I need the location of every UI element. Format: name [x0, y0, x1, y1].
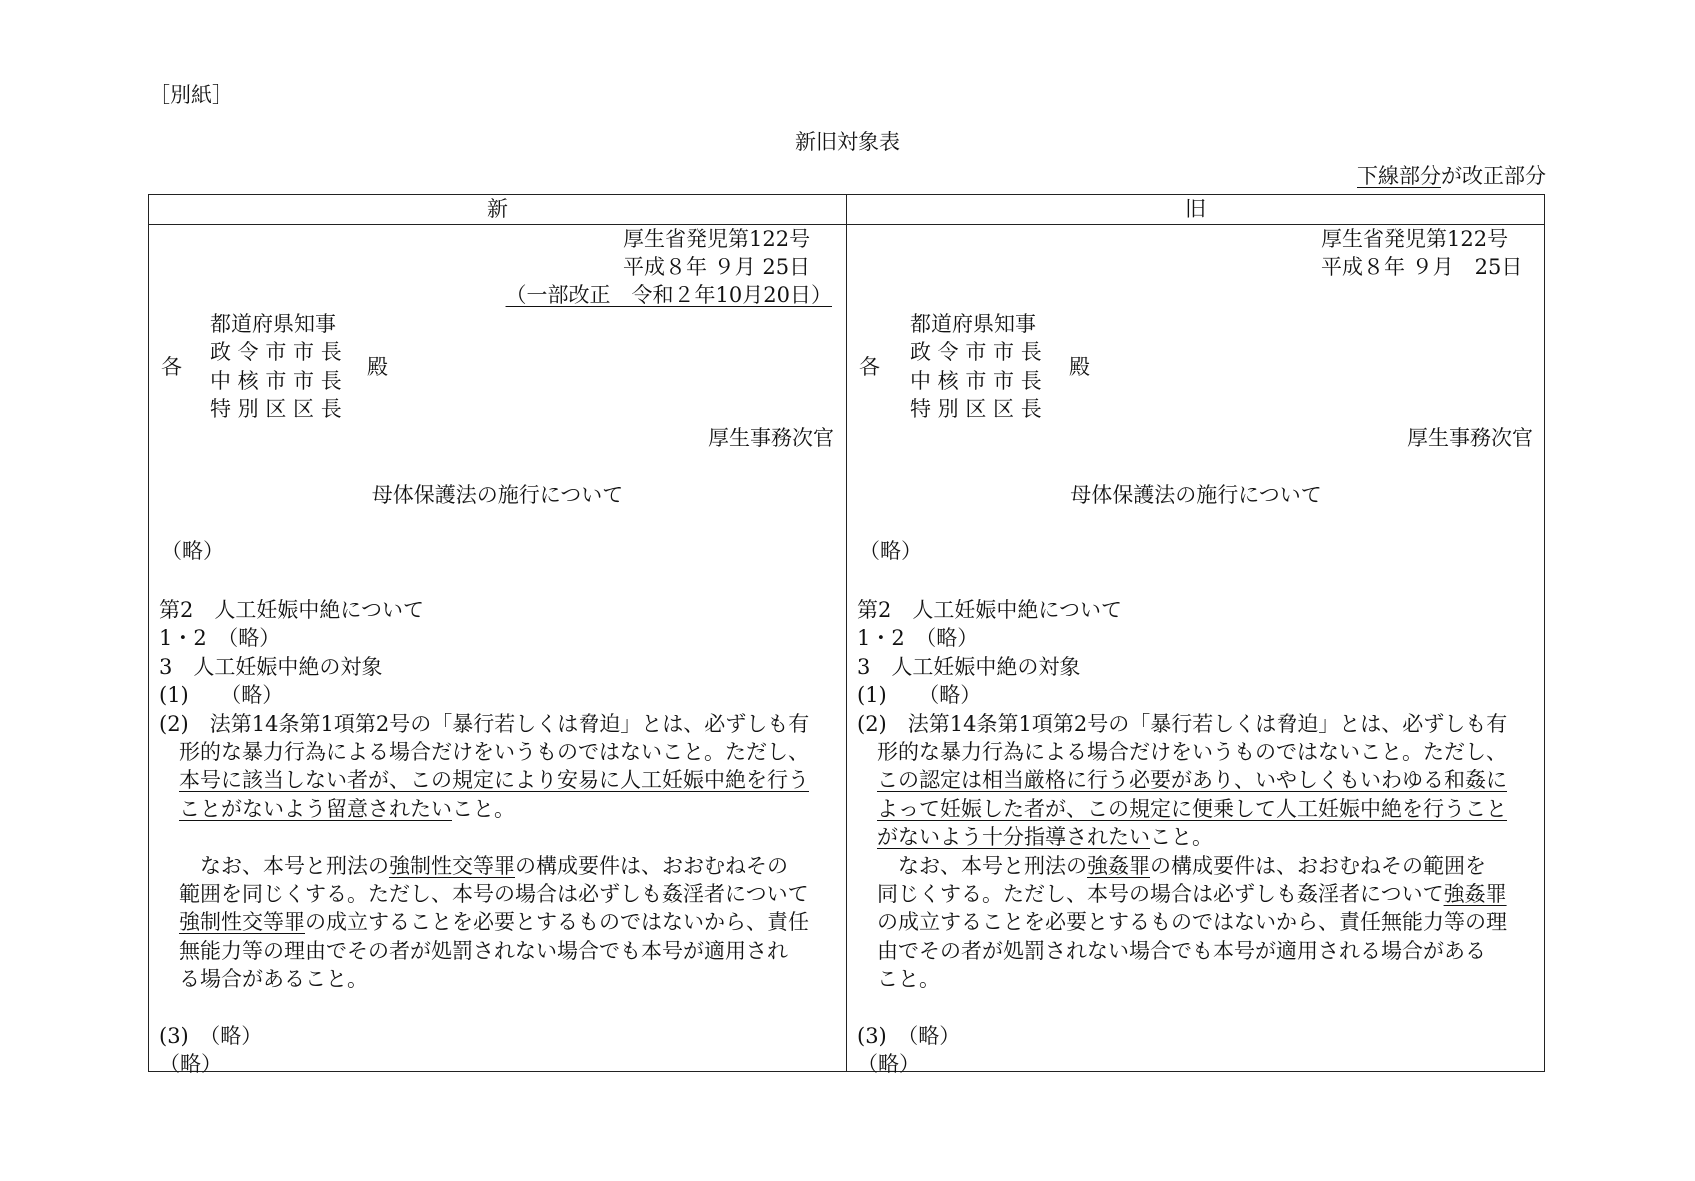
body-text: 3 人工妊娠中絶の対象 — [159, 654, 383, 679]
amendment-date: （一部改正 令和２年10月20日） — [505, 283, 832, 307]
body-text: の構成要件は、おおむねその範囲を — [1150, 853, 1486, 878]
subject-title: 母体保護法の施行について — [371, 483, 624, 507]
addressee: 特 別 区 区 長 — [210, 397, 342, 421]
body-text: (1) （略） — [159, 683, 284, 708]
body-line — [877, 880, 1507, 908]
body-line — [179, 908, 809, 936]
body-line — [179, 766, 809, 794]
doc-number: 厚生省発児第122号 — [623, 227, 811, 251]
subject-title: 母体保護法の施行について — [1070, 483, 1322, 507]
body-line — [877, 795, 1507, 823]
attachment-label: ［別紙］ — [149, 83, 233, 107]
body-text: 由でその者が処罰されない場合でも本号が適用される場合がある — [877, 938, 1486, 963]
amended-text: この認定は相当厳格に行う必要があり、いやしくもいわゆる和姦に — [877, 768, 1507, 793]
document-title: 新旧対象表 — [795, 130, 900, 154]
body-text: 1・2 （略） — [159, 626, 281, 651]
body-text: (2) 法第14条第1項第2号の「暴行若しくは脅迫」とは、必ずしも有 — [857, 711, 1508, 736]
amended-text: 強姦罪 — [1087, 853, 1150, 878]
body-text: こと。 — [452, 796, 515, 821]
addressee: 中 核 市 市 長 — [210, 369, 342, 393]
body-text: なお、本号と刑法の — [877, 853, 1087, 878]
body-line — [179, 937, 788, 965]
body-text: 3 人工妊娠中絶の対象 — [857, 654, 1081, 679]
doc-number: 厚生省発児第122号 — [1321, 227, 1509, 251]
dono-label: 殿 — [367, 355, 388, 379]
sender: 厚生事務次官 — [1407, 426, 1533, 450]
header-new: 新 — [487, 197, 508, 221]
body-line — [877, 766, 1507, 794]
body-line — [877, 965, 940, 993]
addressee: 政 令 市 市 長 — [910, 340, 1042, 364]
amended-text: 本号に該当しない者が、この規定により安易に人工妊娠中絶を行う — [179, 768, 809, 793]
body-text: の構成要件は、おおむねその — [515, 853, 788, 878]
body-line — [877, 823, 1213, 851]
body-line — [159, 596, 424, 624]
body-text: 無能力等の理由でその者が処罰されない場合でも本号が適用され — [179, 938, 788, 963]
dono-label: 殿 — [1069, 355, 1090, 379]
kaku-label: 各 — [161, 355, 182, 379]
omitted-note: （略） — [859, 539, 922, 563]
body-line — [857, 1022, 960, 1050]
body-line — [857, 624, 978, 652]
body-text: の成立することを必要とするものではないから、責任無能力等の理 — [877, 910, 1507, 935]
body-text: （略） — [159, 1052, 222, 1077]
body-line — [857, 710, 1507, 738]
body-line — [179, 965, 368, 993]
body-line — [857, 1050, 920, 1078]
amended-text: 強姦罪 — [1443, 882, 1507, 906]
body-line — [857, 653, 1080, 681]
body-line — [857, 596, 1122, 624]
addressee: 都道府県知事 — [910, 312, 1036, 336]
body-line — [877, 852, 1486, 880]
body-line — [179, 880, 809, 908]
legend-rest: が改正部分 — [1441, 164, 1546, 188]
comparison-table — [148, 194, 1545, 1077]
body-text: (3) （略） — [159, 1024, 263, 1048]
body-line — [159, 710, 809, 738]
body-text: 1・2 （略） — [857, 626, 979, 651]
body-text: （略） — [857, 1052, 920, 1077]
body-text: の成立することを必要とするものではないから、責任 — [305, 910, 809, 935]
amended-text: 強制性交等罪 — [389, 853, 515, 878]
body-line — [877, 937, 1486, 965]
old-column — [847, 195, 1545, 1077]
body-text: 形的な暴力行為による場合だけをいうものではないこと。ただし、 — [877, 740, 1507, 764]
amended-text: ことがないよう留意されたい — [179, 796, 452, 821]
legend-underlined: 下線部分 — [1357, 164, 1441, 188]
addressee: 都道府県知事 — [210, 312, 336, 336]
body-text: 形的な暴力行為による場合だけをいうものではないこと。ただし、 — [179, 740, 809, 764]
body-text: (2) 法第14条第1項第2号の「暴行若しくは脅迫」とは、必ずしも有 — [159, 711, 810, 736]
body-text: こと。 — [877, 967, 940, 992]
body-text: なお、本号と刑法の — [179, 853, 389, 878]
body-line — [159, 1050, 222, 1078]
body-text: 範囲を同じくする。ただし、本号の場合は必ずしも姦淫者について — [179, 882, 809, 906]
body-line — [159, 624, 280, 652]
body-line — [877, 908, 1507, 936]
doc-date: 平成８年 ９月 25日 — [1321, 255, 1523, 279]
body-line — [159, 681, 283, 709]
body-text: 第2 人工妊娠中絶について — [857, 598, 1122, 622]
amended-text: 強制性交等罪 — [179, 910, 305, 935]
addressee: 政 令 市 市 長 — [210, 340, 342, 364]
sender: 厚生事務次官 — [708, 426, 834, 450]
body-line — [179, 795, 515, 823]
body-line — [857, 681, 981, 709]
body-line — [159, 1022, 262, 1050]
doc-date: 平成８年 ９月 25日 — [623, 255, 811, 279]
body-line — [877, 738, 1507, 766]
header-old: 旧 — [1185, 197, 1206, 221]
kaku-label: 各 — [859, 355, 880, 379]
new-column — [149, 195, 846, 1077]
amended-text: よって妊娠した者が、この規定に便乗して人工妊娠中絶を行うこと — [877, 796, 1507, 821]
addressee: 中 核 市 市 長 — [910, 369, 1042, 393]
omitted-note: （略） — [161, 539, 224, 563]
body-line — [159, 653, 382, 681]
body-line — [179, 738, 809, 766]
body-text: 同じくする。ただし、本号の場合は必ずしも姦淫者について — [877, 882, 1444, 906]
body-line — [179, 852, 788, 880]
addressee: 特 別 区 区 長 — [910, 397, 1042, 421]
body-text: こと。 — [1150, 825, 1213, 850]
body-text: (1) （略） — [857, 683, 982, 708]
body-text: 第2 人工妊娠中絶について — [159, 598, 424, 622]
amended-text: がないよう十分指導されたい — [877, 825, 1150, 850]
body-text: る場合があること。 — [179, 967, 368, 992]
legend-note — [1357, 162, 1546, 190]
body-text: (3) （略） — [857, 1024, 961, 1048]
